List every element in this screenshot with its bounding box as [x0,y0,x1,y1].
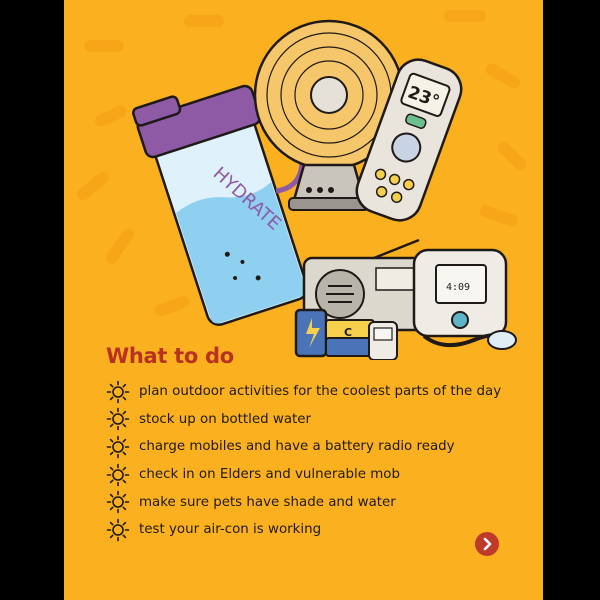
sun-icon [106,490,130,514]
heat-preparedness-illustration [64,0,543,360]
list-item [106,461,501,489]
chevron-right-icon [480,537,494,551]
list-item-label: test your air-con is working [139,522,322,538]
list-item [106,406,501,434]
list-item [106,378,501,406]
sun-icon [106,380,130,404]
sun-icon [106,463,130,487]
cpap-machine-icon [414,250,516,349]
list-item-label: make sure pets have shade and water [139,494,396,510]
list-item [106,516,501,544]
sun-icon [106,435,130,459]
sun-icon [106,518,130,542]
list-item-label: charge mobiles and have a battery radio ready [139,439,455,455]
remote-display: 23° [404,82,443,113]
bottle-text: HYDRATE [208,163,285,235]
list-item [106,488,501,516]
section-title: What to do [106,344,234,368]
info-card [64,0,543,600]
tips-list [106,378,501,544]
sun-icon [106,407,130,431]
list-item [106,433,501,461]
battery-label: C [344,326,353,339]
list-item-label: plan outdoor activities for the coolest parts of the day [139,384,502,400]
list-item-label: stock up on bottled water [139,411,312,427]
device-display: 4:09 [446,282,471,293]
list-item-label: check in on Elders and vulnerable mob [139,467,400,483]
next-button[interactable] [475,532,499,556]
medical-device-icon [369,322,397,360]
